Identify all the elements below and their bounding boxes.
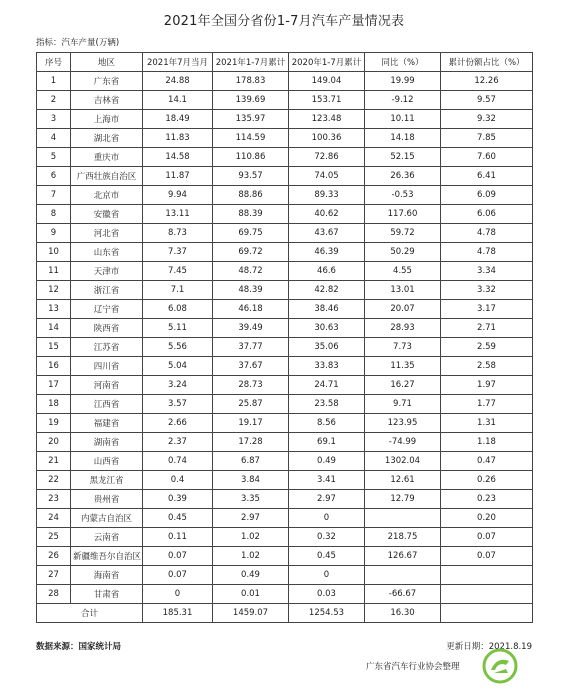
cell-region: 山东省 [71, 243, 143, 262]
cell-yoy: -74.99 [365, 433, 441, 452]
cell-ytd-2021: 48.72 [213, 262, 289, 281]
cell-region: 浙江省 [71, 281, 143, 300]
table-row [37, 433, 533, 452]
cell-ytd-2021: 1.02 [213, 528, 289, 547]
cell-index: 8 [37, 205, 71, 224]
cell-index: 1 [37, 72, 71, 91]
table-body [37, 72, 533, 604]
cell-share: 6.41 [441, 167, 533, 186]
cell-ytd-2021: 28.73 [213, 376, 289, 395]
header-region: 地区 [71, 53, 143, 72]
cell-yoy: 9.71 [365, 395, 441, 414]
organization-credit: 广东省汽车行业协会整理 [366, 662, 460, 672]
header-july-2021: 2021年7月当月 [143, 53, 213, 72]
cell-ytd-2021: 69.75 [213, 224, 289, 243]
cell-ytd-2020: 23.58 [289, 395, 365, 414]
table-row [37, 338, 533, 357]
logo-swoosh [491, 660, 509, 670]
cell-ytd-2020: 69.1 [289, 433, 365, 452]
cell-index: 16 [37, 357, 71, 376]
cell-july-2021: 6.08 [143, 300, 213, 319]
cell-index: 21 [37, 452, 71, 471]
total-label: 合计 [37, 604, 143, 623]
cell-ytd-2020: 33.83 [289, 357, 365, 376]
logo-base [494, 669, 508, 673]
cell-ytd-2021: 88.86 [213, 186, 289, 205]
cell-index: 27 [37, 566, 71, 585]
cell-index: 11 [37, 262, 71, 281]
cell-ytd-2020: 74.05 [289, 167, 365, 186]
cell-region: 北京市 [71, 186, 143, 205]
cell-share: 1.31 [441, 414, 533, 433]
logo-ring [484, 650, 516, 682]
cell-share: 0.20 [441, 509, 533, 528]
cell-july-2021: 9.94 [143, 186, 213, 205]
cell-july-2021: 7.1 [143, 281, 213, 300]
cell-share: 2.71 [441, 319, 533, 338]
cell-yoy: 13.01 [365, 281, 441, 300]
cell-yoy: 50.29 [365, 243, 441, 262]
cell-index: 7 [37, 186, 71, 205]
cell-region: 上海市 [71, 110, 143, 129]
cell-ytd-2021: 48.39 [213, 281, 289, 300]
table-row [37, 566, 533, 585]
cell-ytd-2021: 46.18 [213, 300, 289, 319]
header-yoy: 同比（%） [365, 53, 441, 72]
cell-yoy: 12.61 [365, 471, 441, 490]
cell-index: 28 [37, 585, 71, 604]
cell-ytd-2020: 89.33 [289, 186, 365, 205]
header-index: 序号 [37, 53, 71, 72]
cell-july-2021: 8.73 [143, 224, 213, 243]
cell-july-2021: 7.45 [143, 262, 213, 281]
cell-ytd-2020: 100.36 [289, 129, 365, 148]
cell-ytd-2020: 38.46 [289, 300, 365, 319]
cell-index: 18 [37, 395, 71, 414]
cell-ytd-2020: 24.71 [289, 376, 365, 395]
cell-july-2021: 5.56 [143, 338, 213, 357]
cell-ytd-2020: 0.03 [289, 585, 365, 604]
cell-yoy: 218.75 [365, 528, 441, 547]
cell-index: 17 [37, 376, 71, 395]
cell-yoy: 12.79 [365, 490, 441, 509]
cell-yoy: 20.07 [365, 300, 441, 319]
cell-july-2021: 24.88 [143, 72, 213, 91]
cell-region: 江西省 [71, 395, 143, 414]
cell-ytd-2020: 0.45 [289, 547, 365, 566]
cell-yoy: 123.95 [365, 414, 441, 433]
table-row [37, 452, 533, 471]
cell-region: 重庆市 [71, 148, 143, 167]
table-row [37, 376, 533, 395]
cell-region: 湖南省 [71, 433, 143, 452]
cell-ytd-2020: 72.86 [289, 148, 365, 167]
cell-ytd-2021: 3.84 [213, 471, 289, 490]
table-row [37, 167, 533, 186]
cell-ytd-2021: 3.35 [213, 490, 289, 509]
table-row [37, 148, 533, 167]
cell-index: 12 [37, 281, 71, 300]
cell-share: 7.60 [441, 148, 533, 167]
table-row [37, 509, 533, 528]
cell-index: 25 [37, 528, 71, 547]
production-table [36, 52, 533, 623]
cell-share: 0.07 [441, 547, 533, 566]
cell-share: 9.57 [441, 91, 533, 110]
table-header-row [37, 53, 533, 72]
cell-index: 6 [37, 167, 71, 186]
cell-region: 辽宁省 [71, 300, 143, 319]
cell-july-2021: 5.11 [143, 319, 213, 338]
cell-yoy: 26.36 [365, 167, 441, 186]
cell-ytd-2020: 46.6 [289, 262, 365, 281]
table-row [37, 129, 533, 148]
cell-ytd-2020: 0 [289, 566, 365, 585]
cell-yoy [365, 566, 441, 585]
cell-ytd-2021: 139.69 [213, 91, 289, 110]
cell-ytd-2020: 2.97 [289, 490, 365, 509]
cell-region: 贵州省 [71, 490, 143, 509]
cell-ytd-2021: 0.01 [213, 585, 289, 604]
cell-share: 4.78 [441, 243, 533, 262]
cell-ytd-2021: 69.72 [213, 243, 289, 262]
table-row [37, 395, 533, 414]
cell-index: 2 [37, 91, 71, 110]
cell-ytd-2020: 3.41 [289, 471, 365, 490]
cell-ytd-2021: 0.49 [213, 566, 289, 585]
table-row [37, 547, 533, 566]
cell-ytd-2021: 2.97 [213, 509, 289, 528]
cell-index: 3 [37, 110, 71, 129]
table-row [37, 528, 533, 547]
cell-july-2021: 0.39 [143, 490, 213, 509]
table-row [37, 281, 533, 300]
table-row [37, 414, 533, 433]
cell-region: 天津市 [71, 262, 143, 281]
cell-yoy: -66.67 [365, 585, 441, 604]
cell-index: 23 [37, 490, 71, 509]
cell-ytd-2021: 1.02 [213, 547, 289, 566]
cell-region: 内蒙古自治区 [71, 509, 143, 528]
cell-share: 4.78 [441, 224, 533, 243]
cell-july-2021: 0.11 [143, 528, 213, 547]
cell-region: 甘肃省 [71, 585, 143, 604]
cell-ytd-2021: 93.57 [213, 167, 289, 186]
cell-yoy: 126.67 [365, 547, 441, 566]
cell-ytd-2020: 0 [289, 509, 365, 528]
cell-region: 安徽省 [71, 205, 143, 224]
cell-share: 0.26 [441, 471, 533, 490]
total-yoy: 16.30 [365, 604, 441, 623]
cell-share: 3.32 [441, 281, 533, 300]
cell-region: 河南省 [71, 376, 143, 395]
cell-share: 1.18 [441, 433, 533, 452]
cell-share: 12.26 [441, 72, 533, 91]
cell-yoy: -0.53 [365, 186, 441, 205]
cell-share: 0.47 [441, 452, 533, 471]
cell-region: 四川省 [71, 357, 143, 376]
table-row [37, 471, 533, 490]
cell-ytd-2021: 19.17 [213, 414, 289, 433]
cell-share: 2.58 [441, 357, 533, 376]
cell-region: 福建省 [71, 414, 143, 433]
table-row [37, 186, 533, 205]
cell-ytd-2021: 25.87 [213, 395, 289, 414]
cell-share: 9.32 [441, 110, 533, 129]
cell-july-2021: 3.24 [143, 376, 213, 395]
cell-ytd-2021: 135.97 [213, 110, 289, 129]
cell-july-2021: 18.49 [143, 110, 213, 129]
cell-yoy: 117.60 [365, 205, 441, 224]
cell-ytd-2020: 30.63 [289, 319, 365, 338]
cell-region: 黑龙江省 [71, 471, 143, 490]
cell-yoy: 59.72 [365, 224, 441, 243]
cell-region: 新疆维吾尔自治区 [71, 547, 143, 566]
cell-index: 20 [37, 433, 71, 452]
cell-index: 5 [37, 148, 71, 167]
total-share [441, 604, 533, 623]
cell-share: 7.85 [441, 129, 533, 148]
cell-index: 13 [37, 300, 71, 319]
table-row [37, 91, 533, 110]
cell-ytd-2021: 6.87 [213, 452, 289, 471]
cell-july-2021: 7.37 [143, 243, 213, 262]
cell-index: 22 [37, 471, 71, 490]
table-row [37, 205, 533, 224]
cell-july-2021: 2.37 [143, 433, 213, 452]
cell-ytd-2021: 37.77 [213, 338, 289, 357]
cell-ytd-2021: 178.83 [213, 72, 289, 91]
cell-share: 1.97 [441, 376, 533, 395]
cell-july-2021: 0.4 [143, 471, 213, 490]
cell-yoy: 52.15 [365, 148, 441, 167]
cell-region: 云南省 [71, 528, 143, 547]
cell-share: 0.07 [441, 528, 533, 547]
indicator-label: 指标：汽车产量(万辆) [36, 38, 120, 48]
cell-ytd-2020: 43.67 [289, 224, 365, 243]
cell-region: 江苏省 [71, 338, 143, 357]
update-date: 更新日期：2021.8.19 [446, 642, 532, 652]
cell-yoy: 28.93 [365, 319, 441, 338]
cell-yoy: 14.18 [365, 129, 441, 148]
cell-july-2021: 0.74 [143, 452, 213, 471]
table-row [37, 224, 533, 243]
table-row [37, 357, 533, 376]
cell-july-2021: 0.07 [143, 547, 213, 566]
cell-july-2021: 11.83 [143, 129, 213, 148]
cell-july-2021: 14.58 [143, 148, 213, 167]
cell-index: 10 [37, 243, 71, 262]
cell-yoy: 1302.04 [365, 452, 441, 471]
cell-yoy: 16.27 [365, 376, 441, 395]
header-share: 累计份额占比（%） [441, 53, 533, 72]
cell-july-2021: 13.11 [143, 205, 213, 224]
cell-ytd-2021: 114.59 [213, 129, 289, 148]
header-ytd-2020: 2020年1-7月累计 [289, 53, 365, 72]
cell-ytd-2020: 42.82 [289, 281, 365, 300]
cell-region: 陕西省 [71, 319, 143, 338]
cell-share: 3.34 [441, 262, 533, 281]
cell-yoy: 11.35 [365, 357, 441, 376]
cell-july-2021: 3.57 [143, 395, 213, 414]
total-july-2021: 185.31 [143, 604, 213, 623]
total-row [37, 604, 533, 623]
cell-ytd-2021: 39.49 [213, 319, 289, 338]
cell-share: 6.09 [441, 186, 533, 205]
cell-ytd-2020: 153.71 [289, 91, 365, 110]
cell-july-2021: 5.04 [143, 357, 213, 376]
cell-ytd-2020: 40.62 [289, 205, 365, 224]
cell-ytd-2021: 88.39 [213, 205, 289, 224]
table-row [37, 585, 533, 604]
cell-index: 24 [37, 509, 71, 528]
cell-ytd-2021: 110.86 [213, 148, 289, 167]
cell-share: 0.23 [441, 490, 533, 509]
cell-share [441, 566, 533, 585]
cell-ytd-2020: 35.06 [289, 338, 365, 357]
cell-ytd-2020: 0.32 [289, 528, 365, 547]
cell-index: 14 [37, 319, 71, 338]
cell-index: 4 [37, 129, 71, 148]
cell-july-2021: 11.87 [143, 167, 213, 186]
cell-region: 吉林省 [71, 91, 143, 110]
table-row [37, 490, 533, 509]
association-logo-icon [482, 648, 518, 684]
cell-index: 26 [37, 547, 71, 566]
cell-july-2021: 0.45 [143, 509, 213, 528]
cell-region: 河北省 [71, 224, 143, 243]
cell-share: 2.59 [441, 338, 533, 357]
cell-region: 海南省 [71, 566, 143, 585]
table-row [37, 319, 533, 338]
cell-share: 1.77 [441, 395, 533, 414]
table-row [37, 300, 533, 319]
cell-july-2021: 2.66 [143, 414, 213, 433]
cell-yoy: 10.11 [365, 110, 441, 129]
cell-ytd-2021: 17.28 [213, 433, 289, 452]
cell-yoy [365, 509, 441, 528]
cell-share [441, 585, 533, 604]
cell-ytd-2020: 149.04 [289, 72, 365, 91]
cell-region: 广西壮族自治区 [71, 167, 143, 186]
cell-july-2021: 14.1 [143, 91, 213, 110]
cell-share: 3.17 [441, 300, 533, 319]
cell-yoy: -9.12 [365, 91, 441, 110]
total-ytd-2021: 1459.07 [213, 604, 289, 623]
table-row [37, 110, 533, 129]
table-row [37, 72, 533, 91]
cell-ytd-2020: 0.49 [289, 452, 365, 471]
cell-yoy: 4.55 [365, 262, 441, 281]
cell-region: 湖北省 [71, 129, 143, 148]
cell-yoy: 19.99 [365, 72, 441, 91]
cell-index: 9 [37, 224, 71, 243]
cell-ytd-2020: 8.56 [289, 414, 365, 433]
header-ytd-2021: 2021年1-7月累计 [213, 53, 289, 72]
cell-region: 广东省 [71, 72, 143, 91]
cell-ytd-2020: 46.39 [289, 243, 365, 262]
table-row [37, 262, 533, 281]
cell-ytd-2020: 123.48 [289, 110, 365, 129]
cell-ytd-2021: 37.67 [213, 357, 289, 376]
table-row [37, 243, 533, 262]
page-title: 2021年全国分省份1-7月汽车产量情况表 [163, 14, 405, 29]
cell-july-2021: 0 [143, 585, 213, 604]
cell-index: 19 [37, 414, 71, 433]
cell-region: 山西省 [71, 452, 143, 471]
data-source: 数据来源：国家统计局 [36, 642, 122, 652]
cell-yoy: 7.73 [365, 338, 441, 357]
cell-july-2021: 0.07 [143, 566, 213, 585]
total-ytd-2020: 1254.53 [289, 604, 365, 623]
cell-share: 6.06 [441, 205, 533, 224]
cell-index: 15 [37, 338, 71, 357]
